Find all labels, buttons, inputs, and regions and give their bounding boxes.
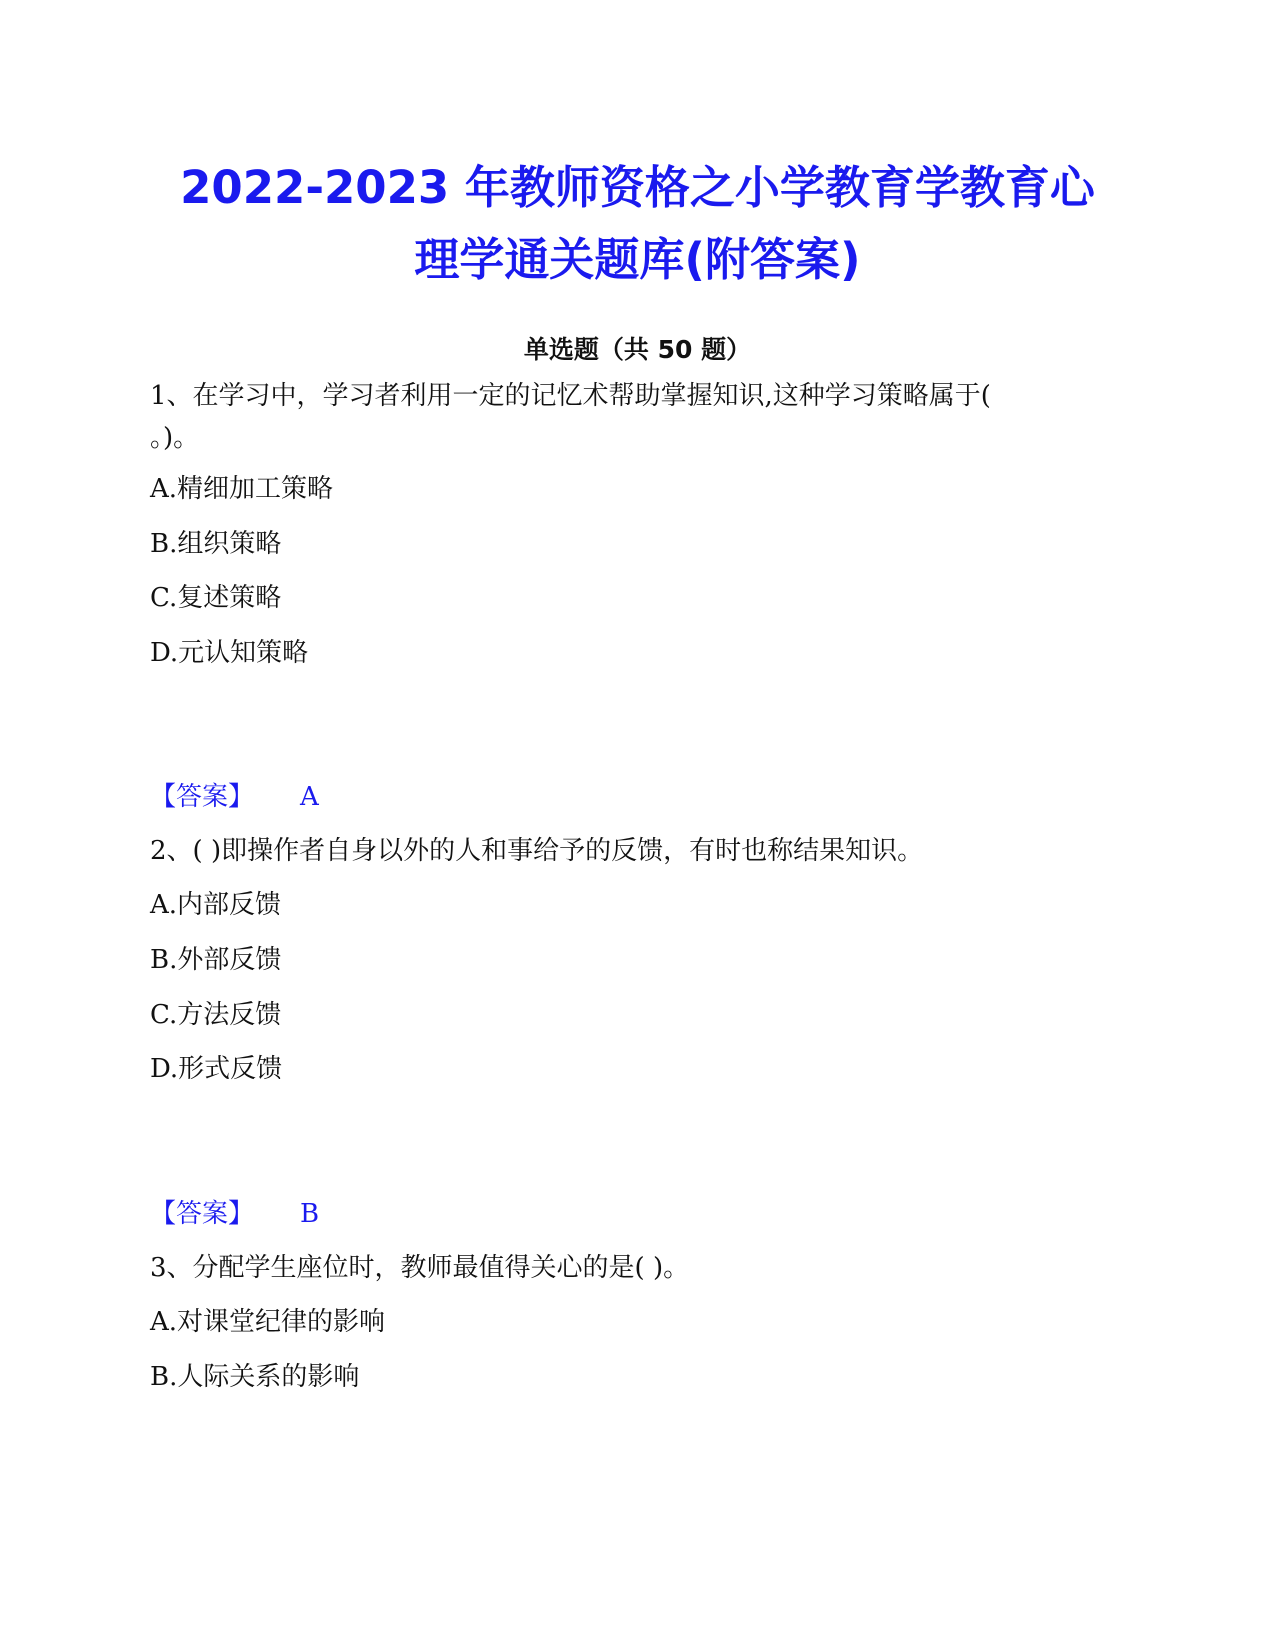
question-2-option-a: A.内部反馈 [150, 890, 282, 920]
question-1-option-a: A.精细加工策略 [150, 474, 334, 504]
question-3-option-b: B.人际关系的影响 [150, 1362, 360, 1392]
question-1-stem-line-1: 1、在学习中，学习者利用一定的记忆术帮助掌握知识,这种学习策略属于( [150, 381, 991, 411]
question-1-option-c: C.复述策略 [150, 583, 282, 613]
title-line-2: 理学通关题库(附答案) [414, 233, 861, 286]
section-heading: 单选题（共 50 题） [523, 335, 752, 364]
question-2-stem: 2、( )即操作者自身以外的人和事给予的反馈，有时也称结果知识。 [150, 836, 924, 866]
question-2-option-c: C.方法反馈 [150, 1000, 282, 1030]
question-1-stem-line-2: 。)。 [150, 423, 200, 453]
answer-label: 【答案】 [150, 1199, 255, 1229]
question-2-option-b: B.外部反馈 [150, 945, 282, 975]
question-2-option-d: D.形式反馈 [150, 1054, 283, 1084]
answer-value: A [300, 782, 319, 812]
answer-value: B [300, 1199, 320, 1229]
question-1-answer [150, 777, 319, 817]
question-3-option-a: A.对课堂纪律的影响 [150, 1307, 386, 1337]
question-3-stem: 3、分配学生座位时，教师最值得关心的是( )。 [150, 1253, 690, 1283]
document-title [150, 152, 1125, 296]
answer-label: 【答案】 [150, 782, 255, 812]
question-1-option-d: D.元认知策略 [150, 638, 309, 668]
question-1-option-b: B.组织策略 [150, 529, 282, 559]
question-2-answer [150, 1194, 319, 1234]
title-line-1: 2022-2023 年教师资格之小学教育学教育心 [180, 161, 1095, 214]
